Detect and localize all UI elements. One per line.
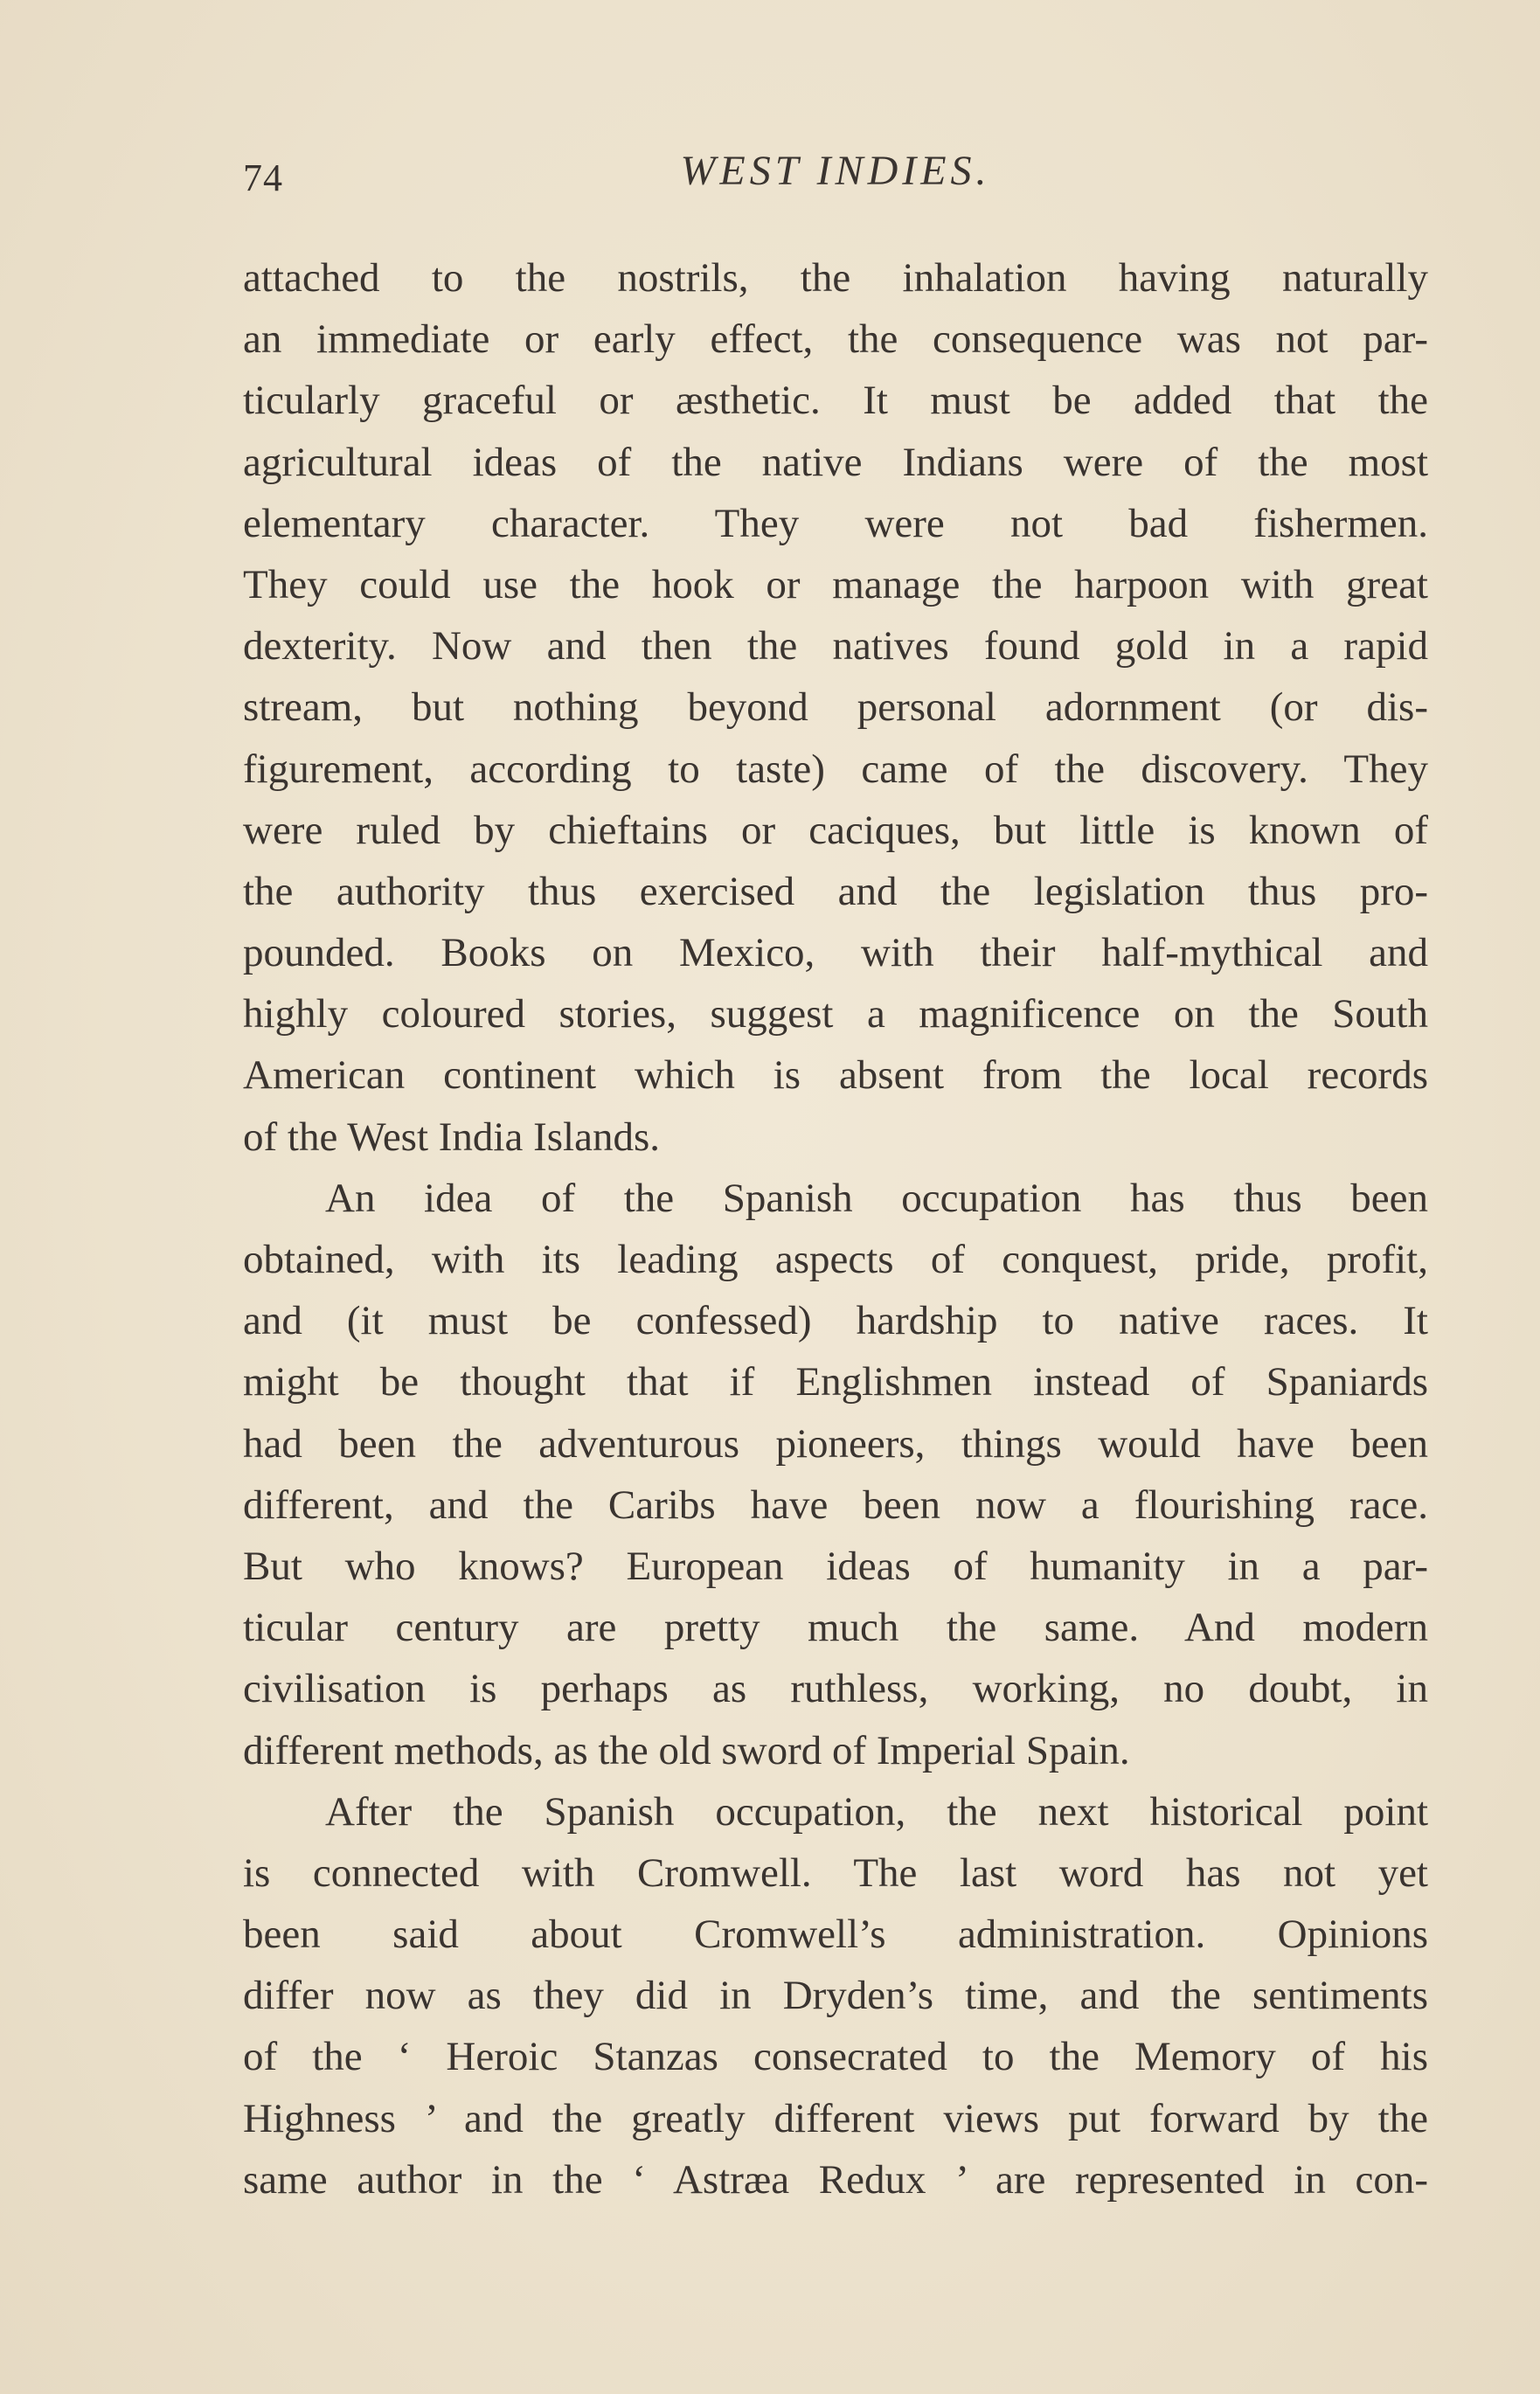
text-line: were ruled by chieftains or caciques, but little is known of [243, 807, 1428, 853]
text-line: figurement, according to taste) came of the discovery. They [243, 746, 1428, 792]
text-line: ticular century are pretty much the same. And modern [243, 1605, 1428, 1651]
text-line: of the West India Islands. [243, 1114, 660, 1160]
running-head: WEST INDIES. [680, 148, 991, 194]
text-line: been said about Cromwell’s administration. Opinions [243, 1912, 1428, 1958]
text-line: differ now as they did in Dryden’s time, and the sentiments [243, 1973, 1428, 2019]
text-line: dexterity. Now and then the natives found gold in a rapid [243, 623, 1428, 670]
page-header [243, 147, 1428, 208]
text-line: of the ‘ Heroic Stanzas consecrated to the Memory of his [243, 2034, 1428, 2080]
text-line: civilisation is perhaps as ruthless, working, no doubt, in [243, 1666, 1428, 1712]
text-line: After the Spanish occupation, the next historical point [325, 1788, 1428, 1835]
text-line: American continent which is absent from the local records [243, 1052, 1428, 1099]
text-line: ticularly graceful or æsthetic. It must be added that the [243, 378, 1428, 424]
text-line: same author in the ‘ Astræa Redux ’ are represented in con- [243, 2156, 1428, 2203]
body-text [243, 247, 1428, 2210]
page-number: 74 [243, 156, 283, 199]
text-line: They could use the hook or manage the harpoon with great [243, 561, 1428, 607]
text-line: agricultural ideas of the native Indians were of the most [243, 439, 1428, 485]
text-line: the authority thus exercised and the legislation thus pro- [243, 868, 1428, 914]
text-line: Highness ’ and the greatly different views put forward by the [243, 2095, 1428, 2141]
text-line: An idea of the Spanish occupation has thus been [325, 1175, 1428, 1221]
text-line: different, and the Caribs have been now a flourishing race. [243, 1482, 1428, 1528]
text-line: different methods, as the old sword of Imperial Spain. [243, 1727, 1130, 1773]
text-line: attached to the nostrils, the inhalation having naturally [243, 255, 1428, 301]
text-line: stream, but nothing beyond personal adornment (or dis- [243, 684, 1428, 731]
text-line: highly coloured stories, suggest a magnificence on the South [243, 991, 1428, 1037]
text-line: is connected with Cromwell. The last word has not yet [243, 1849, 1428, 1896]
text-line: obtained, with its leading aspects of conquest, pride, profit, [243, 1237, 1428, 1282]
text-line: pounded. Books on Mexico, with their half-mythical and [243, 930, 1428, 976]
text-line: and (it must be confessed) hardship to native races. It [243, 1298, 1428, 1344]
text-line: elementary character. They were not bad fishermen. [243, 500, 1428, 546]
text-line: might be thought that if Englishmen instead of Spaniards [243, 1359, 1428, 1405]
text-line: had been the adventurous pioneers, things would have been [243, 1420, 1428, 1467]
text-line: But who knows? European ideas of humanity in a par- [243, 1543, 1428, 1589]
text-line: an immediate or early effect, the consequence was not par- [243, 316, 1428, 363]
